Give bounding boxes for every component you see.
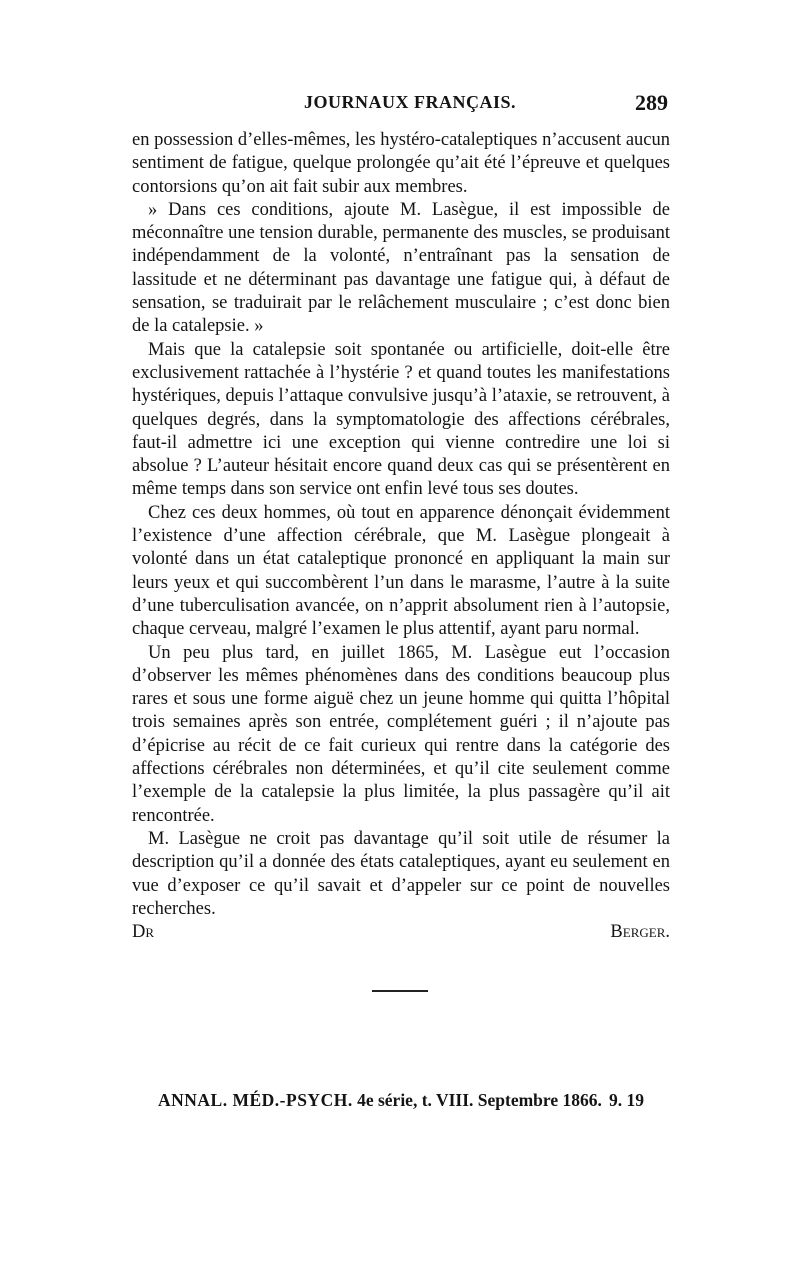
separator-rule bbox=[372, 990, 428, 992]
paragraph-3: Mais que la catalepsie soit spontanée ou artificielle, doit-elle être exclusivement rattachée à l’hystérie ? et quand toutes les manifestations hystériques, depuis l’attaque convulsive jusqu’à l’ataxie, se retrouvent, à quelques degrés, dans la symptomatologie des affections cérébrales, faut-il admettre ici une exception qui vienne contredire une loi si absolue ? L’auteur hésitait encore quand deux cas qui se présentèrent en même temps dans son service ont enfin levé tous ses doutes. bbox=[132, 339, 670, 500]
paragraph-6: M. Lasègue ne croit pas davantage qu’il soit utile de résumer la description qu’il a donnée des états cataleptiques, ayant eu seulement en vue d’exposer ce qu’il savait et d’appeler sur ce point de nouvelles recherches. bbox=[132, 828, 670, 919]
signature-line bbox=[132, 921, 670, 944]
author-signature: Dr Berger. bbox=[132, 922, 670, 943]
footer-details: 4e série, t. VIII. Septembre 1866. bbox=[357, 1090, 602, 1110]
running-title: JOURNAUX FRANÇAIS. bbox=[304, 92, 517, 112]
paragraph-2: » Dans ces conditions, ajoute M. Lasègue, il est impossible de méconnaître une tension durable, permanente des muscles, se produisant indépendamment de la volonté, n’entraînant pas la sensation de lassitude et ne déterminant pas davantage une fatigue qui, à défaut de sensation, se traduirait par le relâchement musculaire ; c’est donc bien de la catalepsie. » bbox=[132, 199, 670, 337]
page-footer bbox=[158, 1090, 658, 1111]
page-number: 289 bbox=[635, 90, 668, 115]
body-text bbox=[132, 129, 670, 944]
paragraph-5: Un peu plus tard, en juillet 1865, M. Lasègue eut l’occasion d’observer les mêmes phénomènes dans des conditions beaucoup plus rares et sous une forme aiguë chez un jeune homme qui quitta l’hôpital trois semaines après son entrée, complétement guéri ; il n’ajoute pas d’épicrise au récit de ce fait curieux qui rentre dans la catégorie des affections cérébrales non déterminées, et qu’il cite seulement comme l’exemple de la catalepsie la plus limitée, la plus passagère qu’il ait rencontrée. bbox=[132, 642, 670, 826]
page-header bbox=[132, 92, 668, 122]
paragraph-4: Chez ces deux hommes, où tout en apparence dénonçait évidemment l’existence d’une affection cérébrale, que M. Lasègue plongeait à volonté dans un état cataleptique prononcé en appliquant la main sur leurs yeux et qui succombèrent l’un dans le marasme, l’autre à la suite d’une tuberculisation avancée, on n’apprit absolument rien à l’autopsie, chaque cerveau, malgré l’examen le plus attentif, ayant paru normal. bbox=[132, 502, 670, 640]
footer-journal: ANNAL. MÉD.-PSYCH. bbox=[158, 1090, 353, 1110]
footer-signature-mark: 9. 19 bbox=[609, 1090, 644, 1110]
paragraph-1: en possession d’elles-mêmes, les hystéro-cataleptiques n’accusent aucun sentiment de fatigue, quelque prolongée qu’ait été l’épreuve et quelques contorsions qu’on ait fait subir aux membres. bbox=[132, 130, 670, 197]
